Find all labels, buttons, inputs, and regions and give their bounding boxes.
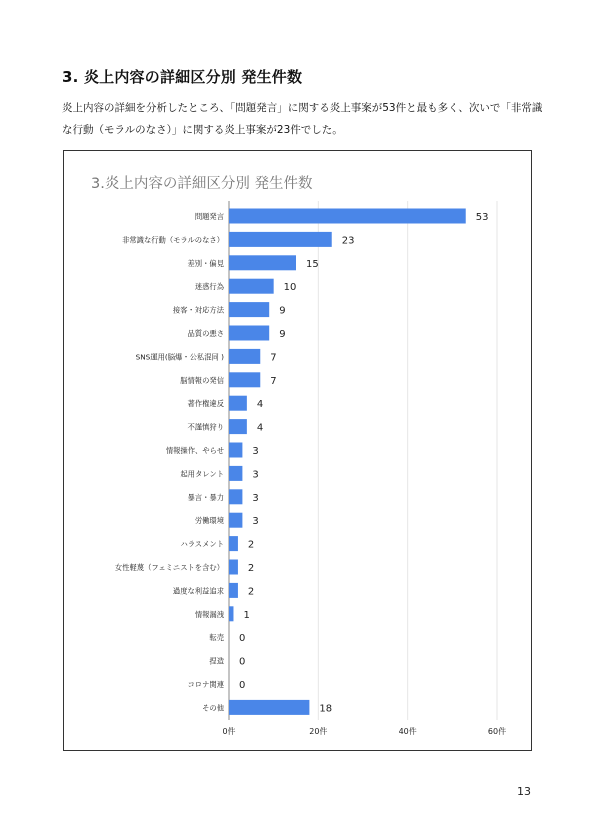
data-label: 53: [475, 212, 489, 223]
chart-frame: [63, 150, 532, 751]
bar: [229, 536, 238, 551]
bar: [229, 349, 260, 364]
bar: [229, 396, 247, 411]
data-label: 7: [270, 352, 277, 364]
bar: [229, 279, 274, 294]
page-number: 13: [517, 785, 531, 798]
category-label: 暴言・暴力: [187, 492, 224, 502]
bar: [229, 560, 238, 575]
bar: [229, 232, 332, 247]
category-label: 起用タレント: [180, 469, 224, 479]
category-label: 過度な利益追求: [172, 586, 224, 596]
category-label: 女性軽蔑（フェミニストを含む）: [114, 563, 224, 572]
x-tick-label: 0件: [222, 727, 236, 736]
x-tick-label: 40件: [398, 727, 417, 736]
bar: [229, 326, 269, 341]
data-label: 23: [341, 235, 355, 247]
data-label: 2: [247, 586, 255, 598]
data-label: 0: [239, 656, 246, 668]
chart-title: 3.炎上内容の詳細区分別 発生件数: [91, 176, 313, 192]
bar: [229, 419, 247, 434]
category-label: 労働環境: [194, 516, 224, 526]
category-label: 問題発言: [194, 212, 224, 221]
bar: [229, 302, 269, 317]
bar: [229, 489, 242, 504]
data-label: 3: [252, 469, 259, 481]
category-label: コロナ関連: [187, 680, 224, 689]
category-label: その他: [202, 703, 224, 713]
category-label: 情報漏洩: [194, 609, 224, 619]
category-label: 不謹慎狩り: [187, 422, 224, 432]
category-label: 差別・偏見: [187, 258, 224, 268]
category-label: 情報操作、やらせ: [165, 446, 224, 455]
data-label: 4: [256, 399, 264, 411]
category-label: SNS運用(脳爆・公私混同 ): [135, 352, 224, 362]
bar: [229, 513, 242, 528]
bar: [229, 466, 242, 481]
data-label: 9: [279, 305, 286, 317]
data-label: 0: [239, 680, 246, 691]
data-label: 7: [270, 375, 277, 387]
bar: [229, 443, 242, 458]
category-label: 脳情報の発信: [180, 375, 224, 385]
bar: [229, 606, 233, 621]
summary-paragraph: [62, 97, 542, 141]
category-label: ハラスメント: [180, 539, 224, 549]
category-label: 著作権違反: [187, 399, 224, 409]
bar: [229, 209, 466, 224]
data-label: 1: [243, 609, 250, 621]
x-tick-label: 60件: [487, 727, 507, 736]
data-label: 15: [306, 258, 319, 270]
data-label: 0: [239, 633, 246, 645]
summary-line-2: な行動（モラルのなさ）」に関する炎上事案が23件でした。: [62, 124, 343, 136]
bar: [229, 700, 309, 715]
data-label: 2: [247, 539, 255, 551]
data-label: 18: [319, 703, 333, 715]
x-tick-label: 20件: [309, 727, 328, 736]
data-label: 9: [279, 329, 286, 340]
bar: [229, 372, 260, 387]
data-label: 3: [252, 446, 259, 457]
category-label: 接客・対応方法: [172, 305, 224, 315]
category-label: 捏造: [209, 656, 224, 666]
category-label: 転売: [209, 633, 224, 643]
category-label: 迷惑行為: [194, 282, 224, 292]
bar: [229, 583, 238, 598]
data-label: 3: [252, 516, 259, 528]
bar-chart: [64, 151, 533, 752]
data-label: 4: [256, 422, 264, 434]
section-heading: 3. 炎上内容の詳細区分別 発生件数: [62, 68, 303, 86]
bar: [229, 255, 296, 270]
summary-line-1: 炎上内容の詳細を分析したところ、「問題発言」に関する炎上事案が53件と最も多く、次いで「非常識: [62, 102, 543, 114]
data-label: 2: [247, 563, 255, 574]
data-label: 3: [252, 492, 259, 504]
data-label: 10: [283, 282, 297, 294]
category-label: 品質の悪さ: [187, 329, 224, 338]
category-label: 非常識な行動（モラルのなさ）: [122, 235, 224, 245]
